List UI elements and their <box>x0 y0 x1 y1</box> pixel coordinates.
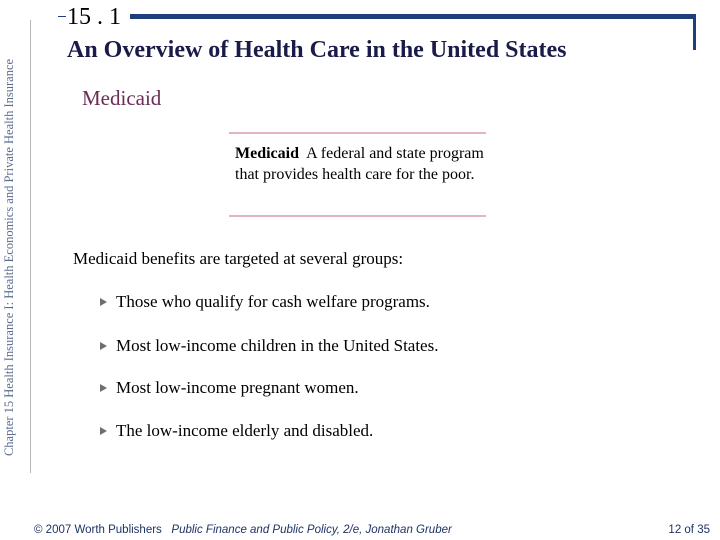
header-rule-left <box>58 16 66 17</box>
triangle-right-icon <box>100 384 107 392</box>
list-item <box>100 291 430 313</box>
bullet-text: Most low-income pregnant women. <box>116 378 359 397</box>
slide-title: An Overview of Health Care in the United States <box>67 37 567 63</box>
triangle-right-icon <box>100 298 107 306</box>
slide-subtitle: Medicaid <box>82 86 162 110</box>
definition-text <box>235 143 485 185</box>
definition-term: Medicaid <box>235 145 299 162</box>
book-title: Public Finance and Public Policy, 2/e, Jonathan Gruber <box>171 524 452 536</box>
list-item <box>100 377 359 399</box>
footer <box>34 522 714 538</box>
chapter-sidebar <box>0 0 20 515</box>
bullet-text: The low-income elderly and disabled. <box>116 421 374 440</box>
chapter-label: Chapter 15 Health Insurance I: Health Economics and Private Health Insurance <box>2 58 17 457</box>
definition-rule-top <box>229 132 486 134</box>
definition-body: A federal and state program that provides health care for the poor. <box>235 145 484 183</box>
sidebar-divider <box>30 20 31 473</box>
definition-box <box>229 132 486 217</box>
intro-text: Medicaid benefits are targeted at several groups: <box>73 249 404 268</box>
list-item <box>100 335 438 357</box>
header-rule <box>130 14 696 19</box>
bullet-text: Those who qualify for cash welfare programs. <box>116 292 430 311</box>
triangle-right-icon <box>100 342 107 350</box>
header-rule-end <box>693 14 696 50</box>
section-number: 15 . 1 <box>67 4 121 30</box>
triangle-right-icon <box>100 427 107 435</box>
footer-credits <box>34 522 452 538</box>
list-item <box>100 420 373 442</box>
definition-rule-bottom <box>229 215 486 217</box>
page-indicator: 12 of 35 <box>668 524 710 536</box>
bullet-text: Most low-income children in the United States. <box>116 336 439 355</box>
copyright-text: © 2007 Worth Publishers <box>34 524 162 536</box>
